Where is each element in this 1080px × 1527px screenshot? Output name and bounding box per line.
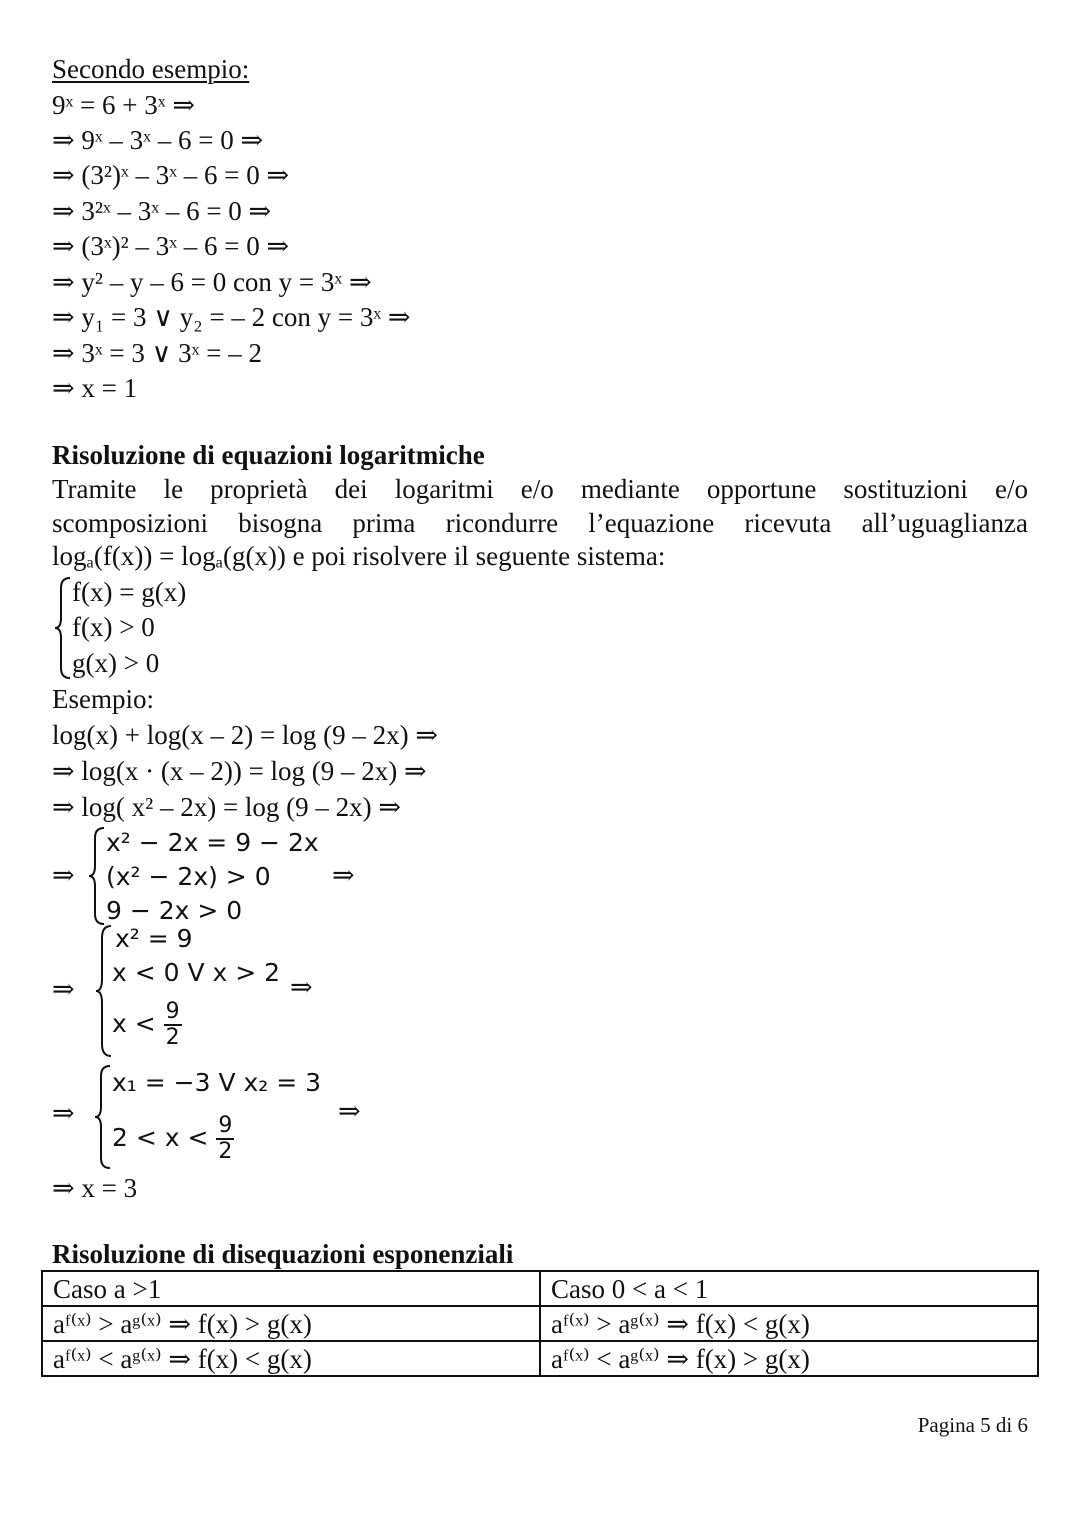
system-row: x² = 9 (115, 924, 193, 953)
table-cell: aᶠ⁽ˣ⁾ > aᵍ⁽ˣ⁾ ⇒ f(x) < g(x) (540, 1306, 1038, 1341)
equation-line: ⇒ x = 3 (52, 1173, 138, 1203)
equation-line: ⇒ x = 1 (52, 373, 138, 403)
table-header-cell: Caso 0 < a < 1 (540, 1271, 1038, 1306)
table-header-cell: Caso a >1 (42, 1271, 540, 1306)
system-row (112, 1110, 234, 1166)
system-row: x₁ = −3 V x₂ = 3 (112, 1068, 322, 1097)
system-row-text: x < (112, 1009, 156, 1038)
implies-arrow: ⇒ (338, 1096, 361, 1126)
page-number: Pagina 5 di 6 (917, 1413, 1028, 1437)
system-row: 9 − 2x > 0 (106, 896, 243, 925)
implies-arrow: ⇒ (52, 1098, 75, 1128)
paragraph-line: Tramite le proprietà dei logaritmi e/o mediante opportune sostituzioni e/o (52, 474, 1028, 504)
equation-line: ⇒ y₁ = 3 ∨ y₂ = – 2 con y = 3ˣ ⇒ (52, 302, 411, 332)
implies-arrow: ⇒ (332, 860, 355, 890)
paragraph-line: logₐ(f(x)) = logₐ(g(x)) e poi risolvere il seguente sistema: (52, 541, 666, 571)
section-heading-log-equations: Risoluzione di equazioni logaritmiche (52, 440, 485, 470)
paragraph-line: scomposizioni bisogna prima ricondurre l’equazione ricevuta all’uguaglianza (52, 508, 1028, 538)
equation-line: ⇒ y² – y – 6 = 0 con y = 3ˣ ⇒ (52, 267, 372, 297)
system-brace (54, 576, 72, 680)
table-row (42, 1271, 1038, 1306)
fraction (164, 1000, 182, 1050)
equation-line: ⇒ log( x² – 2x) = log (9 – 2x) ⇒ (52, 792, 402, 822)
equation-line: ⇒ 9ˣ – 3ˣ – 6 = 0 ⇒ (52, 125, 264, 155)
system-brace (88, 826, 106, 926)
inequality-table (41, 1270, 1039, 1377)
equation-line: ⇒ 3ˣ = 3 ∨ 3ˣ = – 2 (52, 338, 262, 368)
equation-line: ⇒ log(x · (x – 2)) = log (9 – 2x) ⇒ (52, 756, 427, 786)
implies-arrow: ⇒ (52, 974, 75, 1004)
equation-line: log(x) + log(x – 2) = log (9 – 2x) ⇒ (52, 720, 439, 750)
system-row: x < 0 V x > 2 (112, 958, 281, 987)
section-heading-example-2: Secondo esempio: (52, 54, 250, 84)
implies-arrow: ⇒ (290, 972, 313, 1002)
fraction (216, 1114, 234, 1164)
table-cell: aᶠ⁽ˣ⁾ < aᵍ⁽ˣ⁾ ⇒ f(x) > g(x) (540, 1341, 1038, 1376)
table-row (42, 1306, 1038, 1341)
system-row-text: 2 < x < (112, 1123, 209, 1152)
fraction-numerator: 9 (218, 1113, 233, 1138)
equation-line: ⇒ (3ˣ)² – 3ˣ – 6 = 0 ⇒ (52, 231, 290, 261)
system-brace (95, 924, 113, 1058)
fraction-denominator: 2 (165, 1025, 180, 1050)
system-row (112, 996, 182, 1052)
system-row: f(x) = g(x) (72, 577, 187, 607)
system-row: g(x) > 0 (72, 648, 160, 678)
table-row (42, 1341, 1038, 1376)
equation-line: ⇒ 3²ˣ – 3ˣ – 6 = 0 ⇒ (52, 196, 272, 226)
implies-arrow: ⇒ (52, 860, 75, 890)
section-heading-exp-inequalities: Risoluzione di disequazioni esponenziali (52, 1239, 514, 1269)
fraction-denominator: 2 (218, 1139, 233, 1164)
table-cell: aᶠ⁽ˣ⁾ < aᵍ⁽ˣ⁾ ⇒ f(x) < g(x) (42, 1341, 540, 1376)
system-row: f(x) > 0 (72, 612, 155, 642)
table-cell: aᶠ⁽ˣ⁾ > aᵍ⁽ˣ⁾ ⇒ f(x) > g(x) (42, 1306, 540, 1341)
example-label: Esempio: (52, 684, 154, 714)
system-brace (94, 1064, 112, 1170)
equation-line: ⇒ (3²)ˣ – 3ˣ – 6 = 0 ⇒ (52, 160, 290, 190)
system-row: (x² − 2x) > 0 (106, 862, 271, 891)
system-row: x² − 2x = 9 − 2x (106, 828, 319, 857)
fraction-numerator: 9 (165, 999, 180, 1024)
equation-line: 9ˣ = 6 + 3ˣ ⇒ (52, 90, 195, 120)
